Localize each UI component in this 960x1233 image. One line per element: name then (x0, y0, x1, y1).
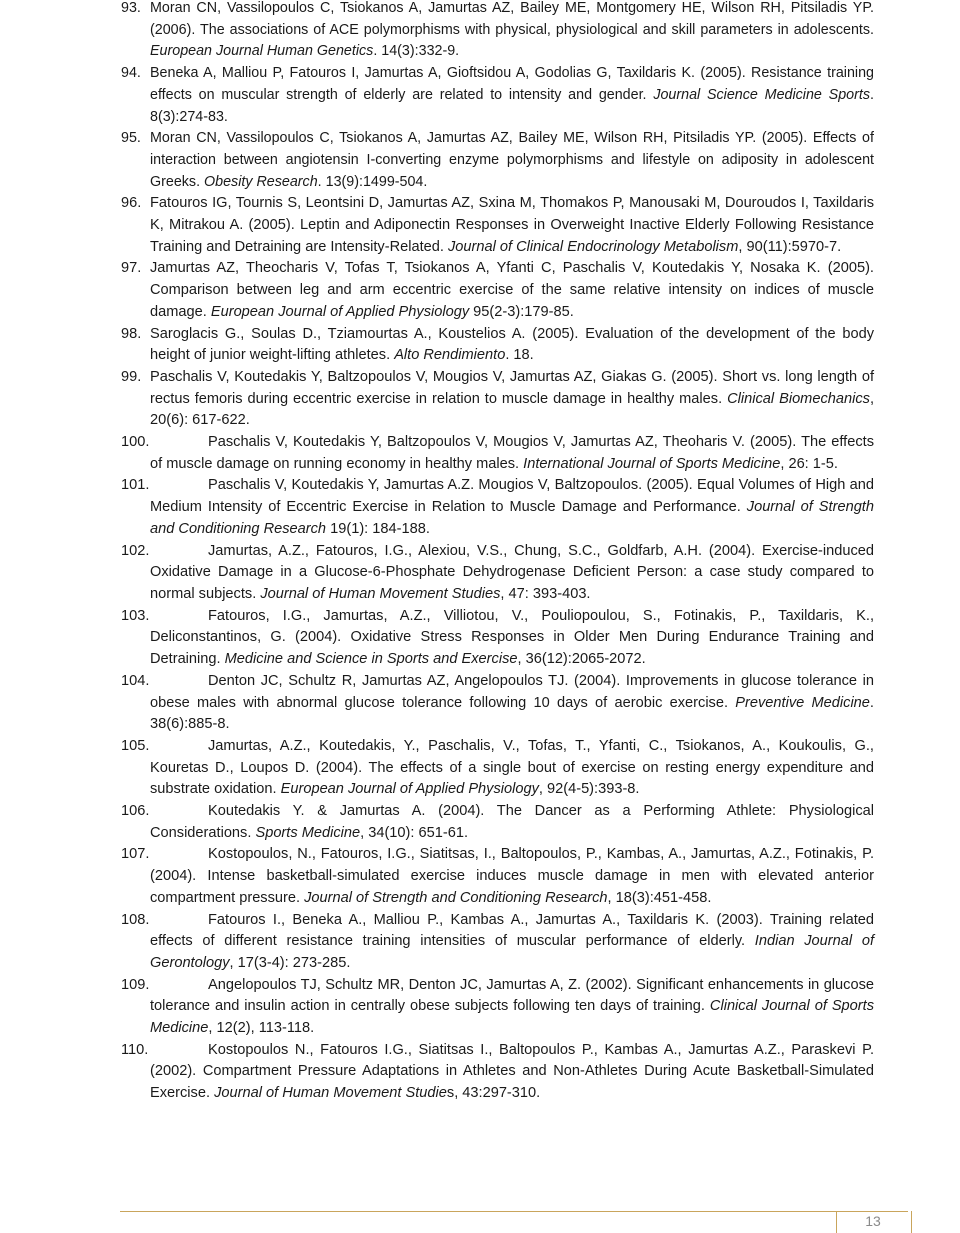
reference-item (0, 975, 960, 1040)
reference-volume-pages: s, 43:297-310. (446, 1085, 541, 1102)
reference-journal: Indian Journal of Gerontology (150, 933, 874, 971)
reference-item (0, 324, 960, 367)
reference-citation: Saroglacis G., Soulas D., Tziamourtas A., Koustelios A. (2005). Evaluation of the development of the body height of junior weight-lifting athletes. (150, 325, 874, 364)
reference-volume-pages: , 90(11):5970-7. (738, 238, 842, 255)
reference-journal: Medicine and Science in Sports and Exercise (224, 651, 518, 668)
reference-volume-pages: , 36(12):2065-2072. (517, 651, 646, 668)
reference-number: 106. (121, 803, 150, 820)
reference-item (0, 541, 960, 606)
reference-number: 93. (121, 0, 141, 16)
reference-number: 94. (121, 65, 141, 82)
reference-number: 95. (121, 130, 141, 147)
page-number: 13 (865, 1213, 881, 1229)
reference-volume-pages: . 18. (505, 347, 534, 364)
reference-item (0, 736, 960, 801)
reference-volume-pages: , 17(3-4): 273-285. (229, 954, 351, 971)
reference-citation: Jamurtas, A.Z., Fatouros, I.G., Alexiou, V.S., Chung, S.C., Goldfarb, A.H. (2004). Exercise-induced Oxidative Damage in a Glucose-6-Phosphate Dehydrogenase Deficient Person: a case study compared to normal subjects. (150, 542, 874, 602)
reference-citation: Fatouros, I.G., Jamurtas, A.Z., Villiotou, V., Pouliopoulou, S., Fotinakis, P., Taxildaris, K., Deliconstantinos, G. (2004). Oxidative Stress Responses in Older Men During Endurance Training and Detraining. (150, 607, 874, 668)
reference-citation: Kostopoulos N., Fatouros I.G., Siatitsas I., Baltopoulos P., Kambas A., Jamurtas A.Z., Paraskevi P. (2002). Compartment Pressure Adaptations in Athletes and Non-Athletes During Acute Basketball-Simulated Exercise. (150, 1041, 874, 1102)
reference-text (150, 975, 874, 1040)
reference-number: 103. (121, 607, 150, 624)
reference-citation: Jamurtas, A.Z., Koutedakis, Y., Paschalis, V., Tofas, T., Yfanti, C., Tsiokanos, A., Koukoulis, G., Kouretas D., Loupos D. (2004). The effects of a single bout of exercise on resting energy expenditure and substrate oxidation. (150, 737, 874, 798)
reference-text (150, 63, 874, 128)
reference-journal: Journal of Strength and Conditioning Research (304, 889, 608, 906)
reference-number: 102. (121, 542, 150, 559)
reference-volume-pages: , 12(2), 113-118. (208, 1020, 315, 1037)
reference-item (0, 606, 960, 671)
reference-text (150, 128, 874, 193)
reference-text (150, 324, 874, 367)
reference-volume-pages: 95(2-3):179-85. (469, 303, 574, 320)
reference-item (0, 63, 960, 128)
reference-number: 109. (121, 976, 150, 993)
reference-journal: Journal Science Medicine Sports (653, 86, 870, 103)
reference-item (0, 844, 960, 909)
reference-journal: Journal of Human Movement Studies (260, 585, 501, 602)
reference-number: 110. (121, 1041, 149, 1058)
reference-text (150, 432, 874, 475)
reference-journal: International Journal of Sports Medicine (523, 455, 781, 472)
reference-citation: Fatouros I., Beneka A., Malliou P., Kambas A., Jamurtas A., Taxildaris K. (2003). Training related effects of different resistance training intensities of muscular performance of elderly. (150, 911, 874, 950)
reference-volume-pages: , 18(3):451-458. (607, 889, 712, 906)
reference-item (0, 801, 960, 844)
reference-volume-pages: . 8(3):274-83. (150, 86, 874, 125)
reference-volume-pages: , 26: 1-5. (780, 455, 838, 472)
reference-journal: Sports Medicine (255, 824, 361, 841)
reference-text (150, 844, 874, 909)
reference-number: 99. (121, 368, 142, 385)
reference-text (150, 258, 874, 323)
reference-citation: Koutedakis Y. & Jamurtas A. (2004). The Dancer as a Performing Athlete: Physiological Considerations. (150, 803, 874, 841)
reference-number: 98. (121, 325, 142, 342)
reference-number: 107. (121, 846, 150, 863)
reference-number: 97. (121, 260, 142, 277)
reference-number: 108. (121, 911, 150, 928)
reference-text (150, 0, 874, 63)
reference-journal: Alto Rendimiento (394, 347, 506, 364)
reference-volume-pages: , 92(4-5):393-8. (538, 781, 640, 798)
reference-journal: European Journal of Applied Physiology (280, 781, 539, 798)
reference-volume-pages: , 34(10): 651-61. (360, 824, 469, 841)
reference-text (150, 1040, 874, 1105)
reference-number: 100. (121, 434, 150, 451)
reference-text (150, 801, 874, 844)
reference-item (0, 128, 960, 193)
reference-item (0, 258, 960, 323)
reference-volume-pages: . 14(3):332-9. (373, 43, 460, 60)
reference-journal: Journal of Human Movement Studie (214, 1085, 447, 1102)
reference-journal: Preventive Medicine (735, 694, 870, 711)
reference-volume-pages: , 20(6): 617-622. (150, 390, 874, 429)
reference-text (150, 910, 874, 975)
reference-volume-pages: . 13(9):1499-504. (317, 173, 428, 190)
reference-citation: Kostopoulos, N., Fatouros, I.G., Siatitsas, I., Baltopoulos, P., Kambas, A., Jamurtas, A.Z., Fotinakis, P. (2004). Intense basketball-simulated exercise induces muscle damage in men with elevated anterior compartment pressure. (150, 846, 874, 906)
footer-rule (120, 1211, 908, 1212)
reference-item (0, 671, 960, 736)
reference-text (150, 193, 874, 258)
reference-journal: Clinical Journal of Sports Medicine (150, 998, 874, 1037)
reference-citation: Moran CN, Vassilopoulos C, Tsiokanos A, Jamurtas AZ, Bailey ME, Montgomery HE, Wilson RH, Pitsiladis YP. (2006). The associations of ACE polymorphisms with physical, physiological and skill parameters in adolescents. (150, 0, 874, 38)
reference-citation: Jamurtas AZ, Theocharis V, Tofas T, Tsiokanos A, Yfanti C, Paschalis V, Koutedakis Y, Nosaka K. (2005). Comparison between leg and arm eccentric exercise of the same relative intensity on indices of muscle damage. (150, 260, 874, 320)
reference-item (0, 432, 960, 475)
reference-text (150, 367, 874, 432)
reference-item (0, 193, 960, 258)
reference-item (0, 367, 960, 432)
reference-text (150, 671, 874, 736)
reference-citation: Paschalis V, Koutedakis Y, Baltzopoulos V, Mougios V, Jamurtas AZ, Giakas G. (2005). Short vs. long length of rectus femoris during eccentric exercise in relation to muscle damage in healthy males. (150, 368, 874, 407)
reference-citation: Denton JC, Schultz R, Jamurtas AZ, Angelopoulos TJ. (2004). Improvements in glucose tolerance in obese males with abnormal glucose tolerance following 10 days of aerobic exercise. (150, 672, 874, 711)
reference-journal: Journal of Strength and Conditioning Research (150, 499, 874, 537)
reference-number: 96. (121, 195, 142, 212)
reference-text (150, 606, 874, 671)
reference-citation: Paschalis V, Koutedakis Y, Jamurtas A.Z. Mougios V, Baltzopoulos. (2005). Equal Volumes of High and Medium Intensity of Eccentric Exercise in Relation to Muscle Damage and Performance. (150, 477, 874, 516)
reference-volume-pages: . 38(6):885-8. (150, 694, 874, 733)
reference-citation: Angelopoulos TJ, Schultz MR, Denton JC, Jamurtas A, Z. (2002). Significant enhancements in glucose tolerance and insulin action in centrally obese subjects following ten days of training. (150, 976, 874, 1015)
reference-citation: Paschalis V, Koutedakis Y, Baltzopoulos V, Mougios V, Jamurtas AZ, Theoharis V. (2005). The effects of muscle damage on running economy in healthy males. (150, 434, 874, 472)
reference-text (150, 541, 874, 606)
reference-citation: Beneka A, Malliou P, Fatouros I, Jamurtas A, Gioftsidou A, Godolias G, Taxildaris K. (2005). Resistance training effects on muscular strength of elderly are related to intensity and gender. (150, 65, 874, 103)
reference-journal: Obesity Research (204, 173, 318, 190)
reference-text (150, 475, 874, 540)
reference-journal: European Journal Human Genetics (150, 43, 374, 60)
reference-journal: Journal of Clinical Endocrinology Metabolism (447, 238, 739, 255)
reference-volume-pages: , 47: 393-403. (500, 585, 591, 602)
reference-item (0, 910, 960, 975)
reference-number: 105. (121, 737, 150, 754)
reference-number: 101. (121, 477, 150, 494)
reference-journal: European Journal of Applied Physiology (210, 303, 470, 320)
reference-item (0, 0, 960, 63)
reference-volume-pages: 19(1): 184-188. (326, 520, 430, 537)
reference-journal: Clinical Biomechanics (727, 390, 870, 407)
reference-text (150, 736, 874, 801)
reference-item (0, 1040, 960, 1105)
reference-number: 104. (121, 672, 150, 689)
reference-citation: Moran CN, Vassilopoulos C, Tsiokanos A, Jamurtas AZ, Bailey ME, Wilson RH, Pitsiladis YP. (2005). Effects of interaction between angiotensin I-converting enzyme polymorphisms and lifestyle on adiposity in adolescent Greeks. (150, 130, 874, 190)
reference-item (0, 475, 960, 540)
reference-citation: Fatouros IG, Tournis S, Leontsini D, Jamurtas AZ, Sxina M, Thomakos P, Manousaki M, Douroudos I, Taxildaris K, Mitrakou A. (2005). Leptin and Adiponectin Responses in Overweight Inactive Elderly Following Resistance Training and Detraining are Intensity-Related. (150, 195, 874, 255)
